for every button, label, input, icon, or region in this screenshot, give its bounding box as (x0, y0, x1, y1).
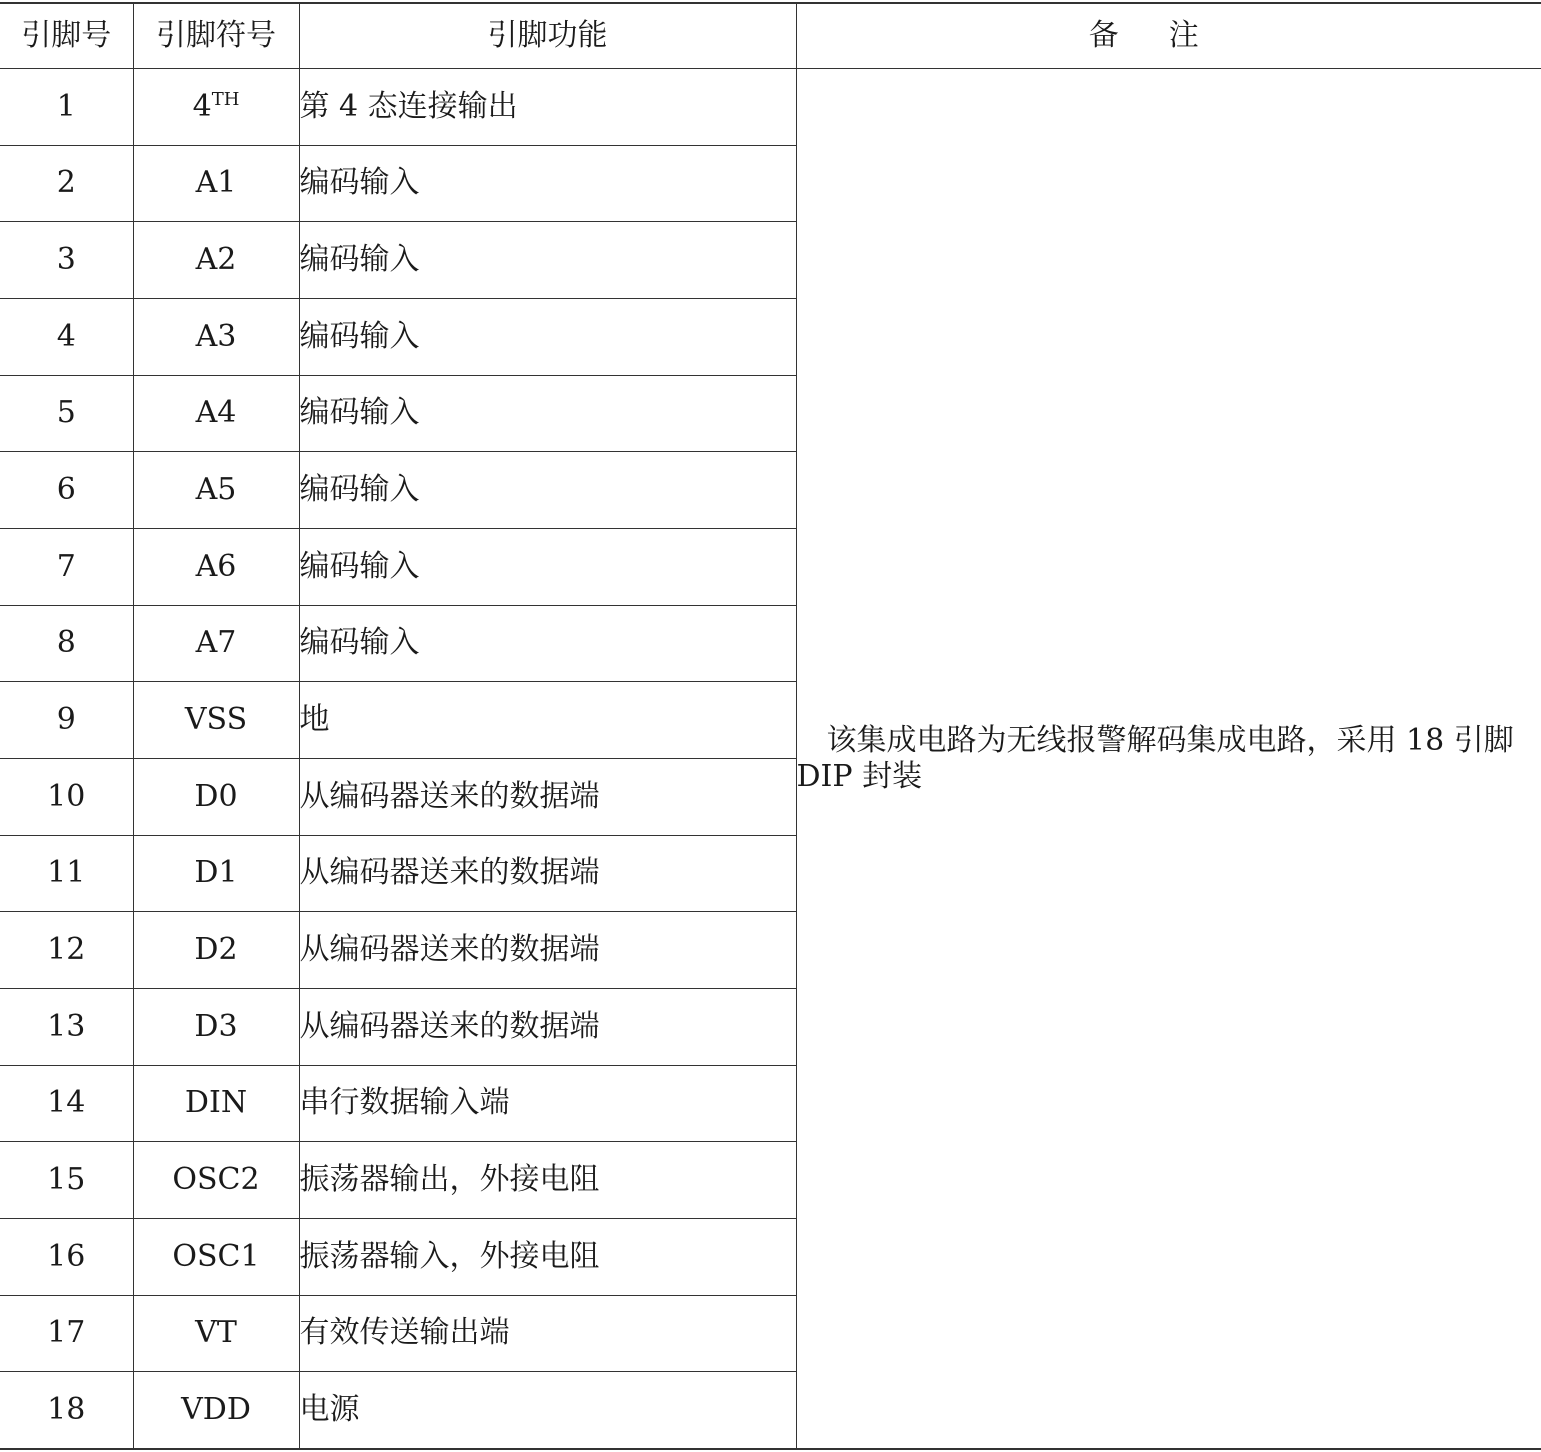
pin-symbol (133, 69, 299, 146)
pin-function: 从编码器送来的数据端 (299, 988, 796, 1065)
pin-number: 7 (0, 528, 133, 605)
header-pin-function: 引脚功能 (299, 3, 796, 69)
table-row (0, 69, 1541, 146)
pin-symbol: D2 (133, 912, 299, 989)
pin-function: 从编码器送来的数据端 (299, 758, 796, 835)
pin-number: 3 (0, 222, 133, 299)
pin-number: 14 (0, 1065, 133, 1142)
pin-number: 1 (0, 69, 133, 146)
pin-function: 电源 (299, 1372, 796, 1449)
pin-symbol-superscript: TH (211, 88, 240, 110)
pin-number: 10 (0, 758, 133, 835)
header-pin-number: 引脚号 (0, 3, 133, 69)
pin-number: 6 (0, 452, 133, 529)
pin-symbol: OSC2 (133, 1142, 299, 1219)
pin-function: 串行数据输入端 (299, 1065, 796, 1142)
pin-number: 12 (0, 912, 133, 989)
pin-symbol: A4 (133, 375, 299, 452)
header-row (0, 3, 1541, 69)
pin-symbol: VSS (133, 682, 299, 759)
pin-function: 从编码器送来的数据端 (299, 835, 796, 912)
pin-number: 5 (0, 375, 133, 452)
pin-symbol: D0 (133, 758, 299, 835)
pin-number: 13 (0, 988, 133, 1065)
pin-function: 有效传送输出端 (299, 1295, 796, 1372)
pin-number: 17 (0, 1295, 133, 1372)
pin-function: 第 4 态连接输出 (299, 69, 796, 146)
pin-number: 15 (0, 1142, 133, 1219)
pin-function: 编码输入 (299, 528, 796, 605)
note-cell (796, 69, 1541, 1450)
pin-function: 从编码器送来的数据端 (299, 912, 796, 989)
header-note: 备注 (796, 3, 1541, 69)
pin-number: 8 (0, 605, 133, 682)
pin-symbol: A2 (133, 222, 299, 299)
header-pin-symbol: 引脚符号 (133, 3, 299, 69)
pin-symbol: DIN (133, 1065, 299, 1142)
pin-function: 编码输入 (299, 605, 796, 682)
pin-function: 编码输入 (299, 222, 796, 299)
pin-function: 振荡器输入，外接电阻 (299, 1218, 796, 1295)
pin-function: 编码输入 (299, 298, 796, 375)
pin-symbol: A3 (133, 298, 299, 375)
note-text: 该集成电路为无线报警解码集成电路，采用 18 引脚 DIP 封装 (796, 722, 1514, 794)
pin-symbol-base: 4 (192, 88, 212, 124)
pin-number: 2 (0, 145, 133, 222)
pin-number: 16 (0, 1218, 133, 1295)
pin-symbol: A1 (133, 145, 299, 222)
pin-number: 18 (0, 1372, 133, 1449)
pin-function: 地 (299, 682, 796, 759)
pin-number: 11 (0, 835, 133, 912)
pin-symbol: VDD (133, 1372, 299, 1449)
pin-function: 编码输入 (299, 145, 796, 222)
pin-number: 9 (0, 682, 133, 759)
pin-number: 4 (0, 298, 133, 375)
pin-symbol: VT (133, 1295, 299, 1372)
pin-symbol: A5 (133, 452, 299, 529)
pin-function: 编码输入 (299, 452, 796, 529)
pin-symbol: D3 (133, 988, 299, 1065)
pin-symbol: OSC1 (133, 1218, 299, 1295)
pin-symbol: A6 (133, 528, 299, 605)
pin-table (0, 2, 1541, 1450)
pin-symbol: D1 (133, 835, 299, 912)
pin-function: 振荡器输出，外接电阻 (299, 1142, 796, 1219)
pin-function: 编码输入 (299, 375, 796, 452)
pin-symbol: A7 (133, 605, 299, 682)
